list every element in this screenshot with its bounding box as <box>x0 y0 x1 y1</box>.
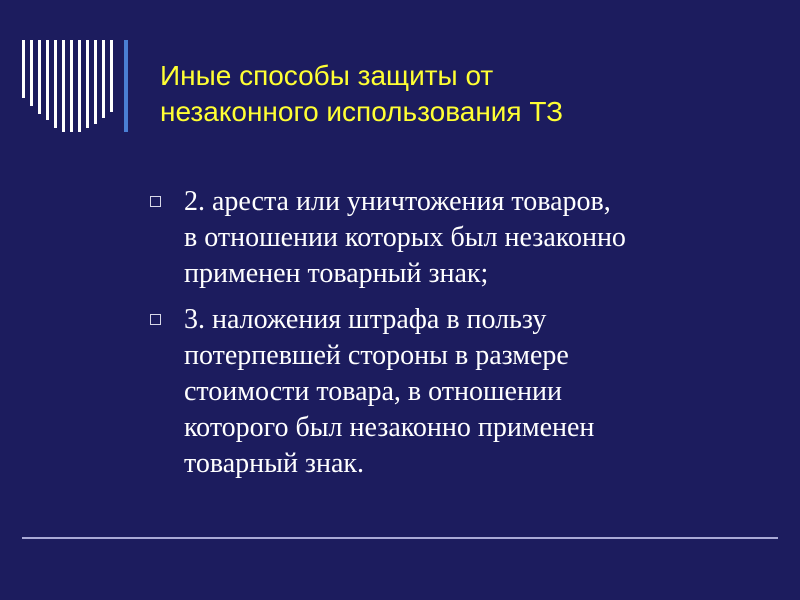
bullet-text <box>184 302 770 482</box>
stripe <box>70 40 73 132</box>
bullet-line: потерпевшей стороны в размере <box>184 340 569 371</box>
stripe <box>86 40 89 128</box>
stripe <box>62 40 65 132</box>
hollow-square-icon <box>150 196 161 207</box>
bullet-line: стоимости товара, в отношении <box>184 376 562 407</box>
bullet-list <box>150 184 770 492</box>
stripe <box>110 40 113 112</box>
stripe <box>30 40 33 106</box>
bottom-divider <box>22 537 778 539</box>
stripe <box>94 40 97 124</box>
title-line-1: Иные способы защиты от <box>160 60 494 91</box>
bullet-item-fine <box>150 302 770 482</box>
slide-title <box>160 58 760 130</box>
title-line-2: незаконного использования ТЗ <box>160 96 564 127</box>
stripe-accent <box>124 40 128 132</box>
bullet-text <box>184 184 770 292</box>
bullet-line: товарный знак. <box>184 448 365 479</box>
decorative-stripes <box>0 36 140 132</box>
bullet-item-arrest <box>150 184 770 292</box>
bullet-line: применен товарный знак; <box>184 258 489 289</box>
stripe <box>54 40 57 128</box>
hollow-square-icon <box>150 314 161 325</box>
bullet-line: 3. наложения штрафа в пользу <box>184 304 547 335</box>
stripe <box>38 40 41 114</box>
stripe <box>22 40 25 98</box>
bullet-line: 2. ареста или уничтожения товаров, <box>184 186 611 217</box>
stripe <box>78 40 81 132</box>
stripe <box>46 40 49 120</box>
stripe <box>102 40 105 118</box>
bullet-line: которого был незаконно применен <box>184 412 595 443</box>
bullet-line: в отношении которых был незаконно <box>184 222 626 253</box>
